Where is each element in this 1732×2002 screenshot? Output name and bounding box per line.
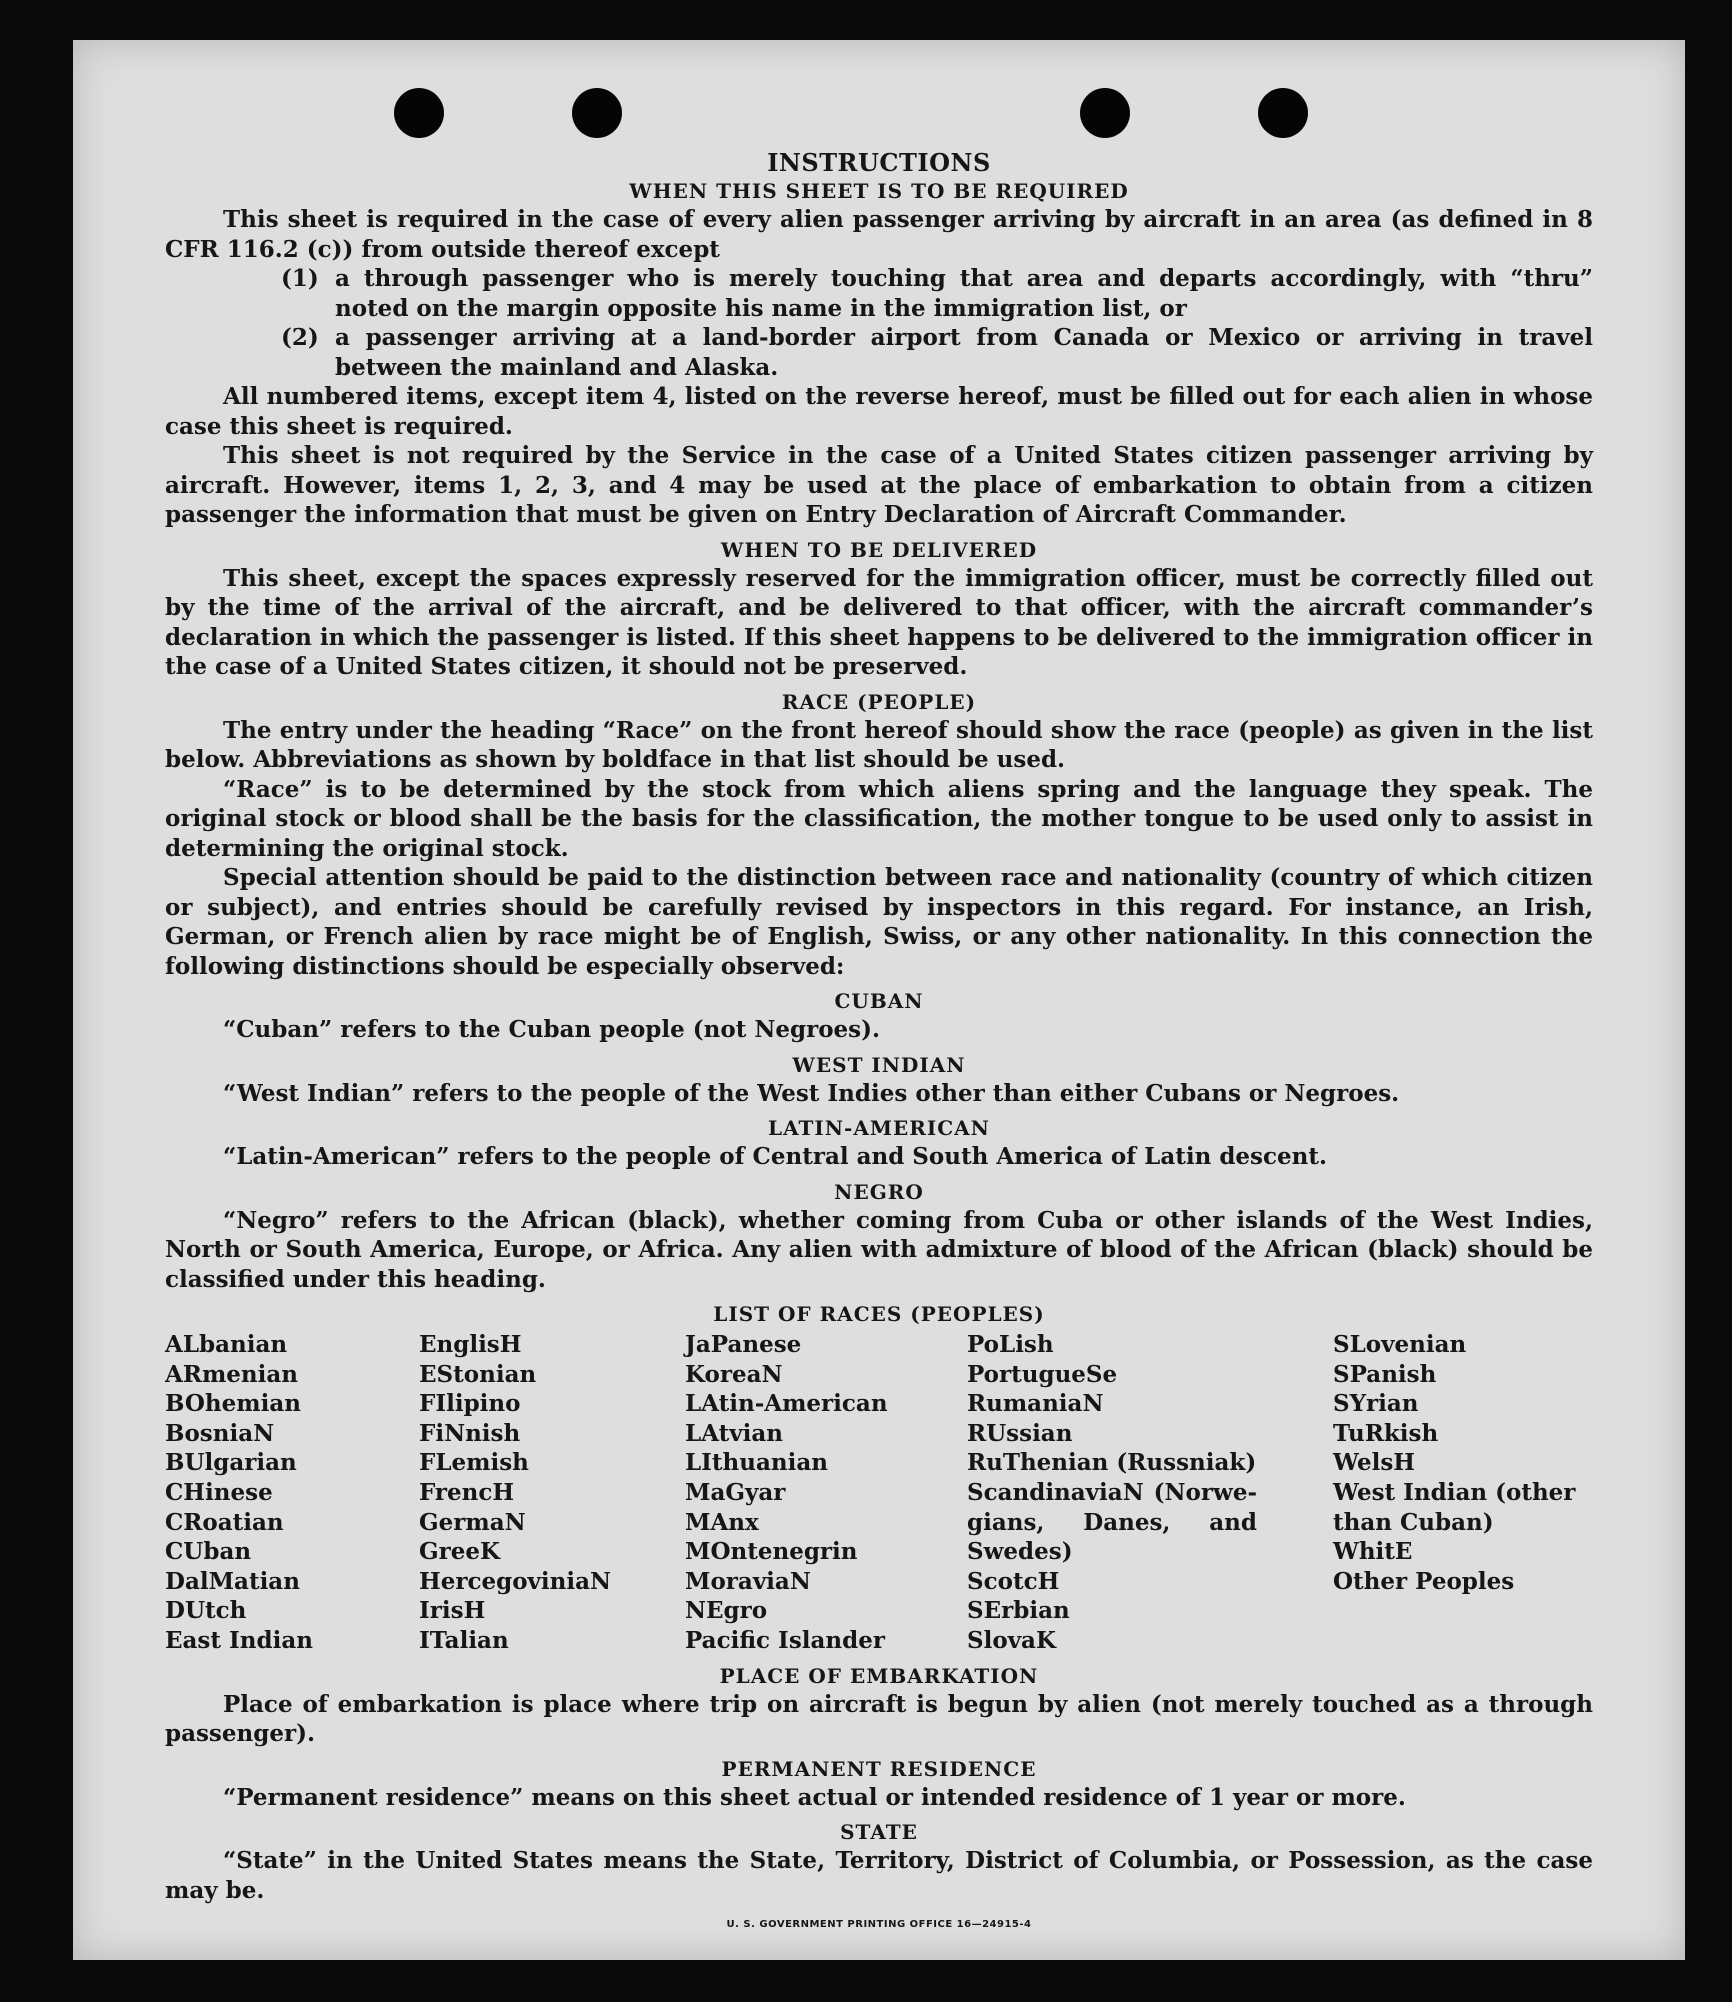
heading-embarkation: PLACE OF EMBARKATION [719, 1663, 1039, 1688]
race-item: CRoatian [165, 1508, 284, 1536]
para-negro: “Negro” refers to the African (black), whether coming from Cuba or other islands of the West Indies, North or South America, Europe, or Africa. Any alien with admixture of blood of the African (black) should be classified under this heading. [165, 1206, 1593, 1293]
race-item: West Indian (other than Cuban) [1333, 1478, 1576, 1536]
race-item: GermaN [419, 1508, 526, 1536]
heading-negro: NEGRO [834, 1179, 924, 1204]
race-item: MOntenegrin [685, 1538, 858, 1566]
race-item: RUssian [967, 1419, 1073, 1447]
para-embarkation: Place of embarkation is place where trip on aircraft is begun by alien (not merely touched as a through passenger). [165, 1690, 1593, 1748]
race-item: CHinese [165, 1478, 273, 1506]
exception-2 [165, 323, 1593, 382]
para-citizen: This sheet is not required by the Service in the case of a United States citizen passenger arriving by aircraft. However, items 1, 2, 3, and 4 may be used at the place of embarkation to obtain from a citizen passenger the information that must be given on Entry Declaration of Aircraft Commander. [165, 442, 1593, 528]
race-item: WelsH [1333, 1449, 1416, 1477]
para-latin-american: “Latin-American” refers to the people of Central and South America of Latin descent. [223, 1143, 1327, 1170]
heading-latin-american: LATIN-AMERICAN [768, 1116, 990, 1140]
race-item: FrencH [419, 1478, 515, 1506]
race-item: CUban [165, 1538, 252, 1566]
race-item: IrisH [419, 1597, 486, 1625]
exception-2-text: a passenger arriving at a land-border airport from Canada or Mexico or arriving in travel between the mainland and Alaska. [335, 324, 1593, 381]
race-column-3 [685, 1330, 967, 1656]
race-item: BOhemian [165, 1390, 301, 1418]
race-item: RumaniaN [967, 1390, 1104, 1418]
race-item: East Indian [165, 1626, 313, 1654]
race-item: LAtin-American [685, 1390, 888, 1418]
race-item: RuThenian (Russniak) [967, 1449, 1257, 1477]
para-race-nationality: Special attention should be paid to the distinction between race and nationality (country of which citizen or subject), and entries should be carefully revised by inspectors in this regard. For instance, an Irish, German, or French alien by race might be of English, Swiss, or any other nationality. In this connection the following distinctions should be especially observed: [165, 864, 1593, 980]
race-item: ARmenian [165, 1360, 299, 1388]
para-cuban: “Cuban” refers to the Cuban people (not Negroes). [223, 1016, 881, 1043]
race-column-5 [1333, 1330, 1593, 1656]
heading-when-required: WHEN THIS SHEET IS TO BE REQUIRED [629, 179, 1129, 203]
race-item: BosniaN [165, 1419, 275, 1447]
race-item: PoLish [967, 1331, 1054, 1358]
race-item: WhitE [1333, 1538, 1413, 1566]
race-item: Pacific Islander [685, 1626, 885, 1654]
heading-when-delivered: WHEN TO BE DELIVERED [720, 537, 1038, 562]
race-item: ScotcH [967, 1567, 1060, 1595]
race-item: KoreaN [685, 1360, 783, 1388]
para-numbered-items: All numbered items, except item 4, listed on the reverse hereof, must be filled out for each alien in whose case this sheet is required. [165, 383, 1593, 440]
exception-1-text: a through passenger who is merely touching that area and departs accordingly, with “thru” noted on the margin opposite his name in the immigration list, or [335, 265, 1593, 322]
race-item: SYrian [1333, 1390, 1419, 1418]
race-item: FLemish [419, 1449, 529, 1477]
race-item: ALbanian [165, 1331, 288, 1358]
para-race-entry: The entry under the heading “Race” on the front hereof should show the race (people) as given in the list below. Abbreviations as shown by boldface in that list should be used. [165, 716, 1593, 773]
exception-1 [165, 264, 1593, 323]
heading-race: RACE (PEOPLE) [781, 689, 977, 714]
page-title: INSTRUCTIONS [767, 148, 991, 177]
race-column-2 [419, 1330, 685, 1656]
race-column-1 [165, 1330, 419, 1656]
race-item: PortugueSe [967, 1360, 1118, 1388]
para-permanent-residence: “Permanent residence” means on this sheet actual or intended residence of 1 year or more. [223, 1783, 1406, 1811]
race-item: SPanish [1333, 1360, 1437, 1388]
race-item: MaGyar [685, 1478, 786, 1506]
race-item: LIthuanian [685, 1449, 828, 1477]
race-item: ScandinaviaN (Norwe-gians, Danes, and Swedes) [967, 1478, 1257, 1566]
race-item: HercegoviniaN [419, 1567, 612, 1595]
race-item: MoraviaN [685, 1567, 811, 1595]
para-required-intro: This sheet is required in the case of every alien passenger arriving by aircraft in an area (as defined in 8 CFR 116.2 (c)) from outside thereof except [165, 206, 1593, 263]
race-item: EnglisH [419, 1331, 522, 1358]
heading-permanent-residence: PERMANENT RESIDENCE [721, 1756, 1037, 1781]
race-item: LAtvian [685, 1419, 783, 1447]
race-item: SErbian [967, 1597, 1070, 1625]
instructions-body [165, 108, 1593, 1930]
heading-cuban: CUBAN [834, 989, 924, 1013]
race-item: MAnx [685, 1508, 759, 1536]
race-item: ITalian [419, 1626, 509, 1654]
race-item: TuRkish [1333, 1419, 1439, 1447]
race-list [165, 1330, 1593, 1656]
para-state: “State” in the United States means the State, Territory, District of Columbia, or Possession, as the case may be. [165, 1847, 1593, 1904]
race-item: DUtch [165, 1597, 247, 1625]
race-item: Other Peoples [1333, 1567, 1515, 1595]
race-item: EStonian [419, 1360, 537, 1388]
race-item: NEgro [685, 1597, 768, 1625]
heading-west-indian: WEST INDIAN [792, 1052, 966, 1077]
para-race-stock: “Race” is to be determined by the stock from which aliens spring and the language they speak. The original stock or blood shall be the basis for the classification, the mother tongue to be used only to assist in determining the original stock. [165, 775, 1593, 862]
race-item: SlovaK [967, 1626, 1056, 1654]
race-column-4 [967, 1330, 1333, 1656]
race-item: JaPanese [685, 1331, 802, 1358]
printing-office-footer: U. S. GOVERNMENT PRINTING OFFICE 16—24915-4 [726, 1919, 1032, 1931]
para-delivery: This sheet, except the spaces expressly reserved for the immigration officer, must be correctly filled out by the time of the arrival of the aircraft, and be delivered to that officer, with the aircraft commander’s declaration in which the passenger is listed. If this sheet happens to be delivered to the immigration officer in the case of a United States citizen, it should not be preserved. [165, 564, 1593, 680]
race-item: FiNnish [419, 1419, 521, 1447]
race-item: GreeK [419, 1538, 501, 1566]
exception-1-number: (1) [281, 265, 319, 292]
race-item: SLovenian [1333, 1331, 1467, 1358]
race-item: DalMatian [165, 1567, 300, 1595]
para-west-indian: “West Indian” refers to the people of the West Indies other than either Cubans or Negroes. [223, 1079, 1400, 1107]
heading-list-of-races: LIST OF RACES (PEOPLES) [713, 1302, 1045, 1326]
heading-state: STATE [840, 1820, 918, 1845]
race-item: FIlipino [419, 1390, 521, 1418]
race-item: BUlgarian [165, 1449, 297, 1477]
exception-2-number: (2) [281, 324, 319, 351]
document-page [73, 40, 1685, 1960]
